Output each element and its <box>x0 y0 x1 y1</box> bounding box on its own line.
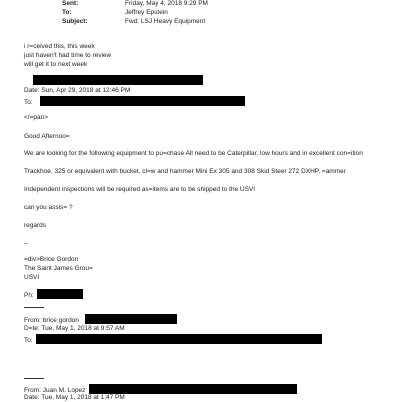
sent-label: Sent: <box>62 0 79 7</box>
forward-to-label: To: <box>24 99 33 106</box>
signature-name: =div>Brice Gordon <box>24 256 79 263</box>
signature-phone <box>24 289 83 300</box>
pan-tag: </=pan> <box>24 114 49 121</box>
intro-line-3: will get it to next week <box>24 61 88 68</box>
subject-value: Fwd: LSJ Heavy Equipment <box>125 18 206 25</box>
separator: -- <box>24 240 29 247</box>
phone-label: Ph: <box>24 292 34 299</box>
to-label: To: <box>62 9 72 16</box>
redaction-block <box>85 314 177 324</box>
forward3-date: Date: Tue, May 1, 2018 at 1:47 PM <box>24 394 125 401</box>
redaction-block <box>40 96 245 106</box>
intro-line-2: just haven't had time to review <box>24 52 112 59</box>
forward2-date: D=te: Tue, May 1, 2018 at 9:57 AM <box>24 325 125 332</box>
body-paragraph-1: We are looking for the following equipment to pu=chase All need to be Caterpillar, low hours and in excellent con=ition <box>24 150 363 157</box>
redaction-block <box>37 289 83 299</box>
question: can you assis= ? <box>24 204 73 211</box>
redaction-block <box>36 334 322 344</box>
separator-rule <box>24 378 44 379</box>
greeting: Good Afternoo= <box>24 133 70 140</box>
subject-label: Subject: <box>62 18 88 25</box>
forward2-to-label: To: <box>24 337 33 344</box>
signature-org: The Saint James Grou= <box>24 265 93 272</box>
forward2-from: From: brice gordon <box>24 317 79 324</box>
signature-location: USVI <box>24 274 40 281</box>
body-paragraph-3: Independent inspections will be required as=items are to be shipped to the USVI <box>24 186 256 193</box>
separator-rule <box>24 307 44 308</box>
redaction-block <box>89 384 297 394</box>
forward-date: Date: Sun, Apr 29, 2018 at 12:46 PM <box>24 87 131 94</box>
to-value: Jeffrey Epstein <box>125 9 168 16</box>
redaction-block <box>33 75 203 86</box>
body-paragraph-2: Trackhoe, 325 or equivalent with bucket, cl=w and hammer Mini Ex 305 and 308 Skid Steer 272 DXHP, =ammer <box>24 168 346 175</box>
forward-to-line <box>24 96 245 107</box>
forward2-to-line <box>24 334 322 345</box>
closing: regards <box>24 222 47 229</box>
intro-line-1: i r=ceived this, this week <box>24 43 95 50</box>
sent-value: Friday, May 4, 2018 9:29 PM <box>125 0 208 7</box>
forward3-from: From: Juan M. Lopez <box>24 387 86 394</box>
forward2-from-line <box>24 314 177 325</box>
